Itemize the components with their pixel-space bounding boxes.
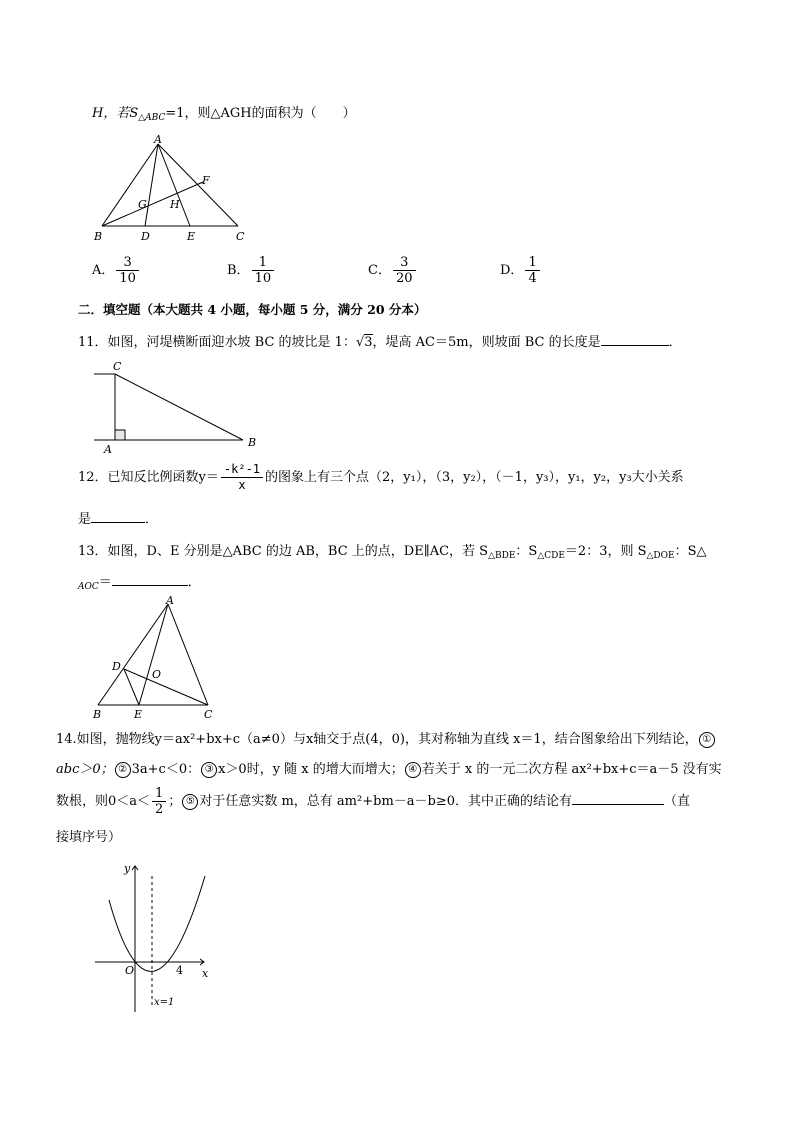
q10-option-c[interactable]: C． $\frac{3}{20}$ [368,255,418,286]
q10-stem: H，若$S_{\triangle ABC}=1$，则△AGH的面积为（ ） [92,106,356,123]
sqrt-sign: √ [355,335,365,350]
answer-blank[interactable] [91,511,145,523]
q13-figure [88,592,228,722]
q14-label-y: y [124,862,131,875]
q10-figure [88,132,258,247]
q13-label-B: B [93,708,102,721]
q10-label-F: F [202,174,210,187]
q13-label-D: D [112,660,121,673]
q14-label-axis: x=1 [154,997,175,1008]
q12-line2: 是 ． [78,512,159,527]
q14-line4: 接填序号） [56,830,122,845]
q14-line1: 14.如图，抛物线y＝ax²+bx+c（a≠0）与x轴交于点(4，0)，其对称轴为直线 x＝1，结合图象给出下列结论， ① [56,728,716,748]
q10-label-C: C [236,230,245,243]
q11-label-A: A [104,443,112,456]
q10-label-B: B [94,230,103,243]
q10-label-A: A [154,133,162,146]
q14-label-4: 4 [176,964,183,977]
q13-label-O: O [152,668,162,681]
q13-label-E: E [134,708,143,721]
q10-label-H: H [170,198,180,211]
q14-figure [92,856,222,1016]
q13-label-C: C [204,708,213,721]
q10-label-D: D [141,230,150,243]
q11-label-B: B [248,436,257,449]
q14-label-O: O [125,964,135,977]
q10-option-a[interactable]: A． $\frac{3}{10}$ [92,255,141,286]
q14-label-x: x [202,967,209,980]
q14-line3: 数根，则0＜a＜ $\frac{1}{2}$ ； ⑤ 对于任意实数 m，总有 am²+bm－a－b≥0．其中正确的结论有 （直 [56,786,691,817]
q11-label-C: C [113,360,122,373]
q14-line2: abc＞0； ② 3a+c＜0： ③ x＞0时，y 随 x 的增大而增大； ④ 若关于 x 的一元二次方程 ax²+bx+c＝a－5 没有实 [56,762,722,777]
q13-stem: 13．如图，D、E 分别是△ABC 的边 AB，BC 上的点，DE∥AC，若 $S_{\triangle BDE}$：$S_{\triangle CDE}=2$：3，则 $S_{\triangle DOE}$：S△ [78,544,707,561]
section-title: 二．填空题（本大题共 4 小题，每小题 5 分，满分 20 分本） [78,302,427,317]
q10-option-d[interactable]: D． $\frac{1}{4}$ [500,255,542,286]
fraction: $\frac{1}{2}$ [152,786,166,817]
answer-blank[interactable] [572,793,664,805]
fraction: $\frac{1}{10}$ [252,255,275,286]
q13-line2: $_{AOC}$＝ ． [78,575,201,592]
q10-label-G: G [138,198,147,211]
fraction: $\frac{3}{20}$ [393,255,416,286]
q11-figure [88,356,268,456]
fraction: $\frac{1}{4}$ [525,255,539,286]
answer-blank[interactable] [601,334,669,346]
q11-stem: 11．如图，河堤横断面迎水坡 BC 的坡比是 1：√3，堤高 AC＝5m，则坡面 BC 的长度是 ． [78,335,682,350]
fraction: $\frac{\text{-k²-1}}{x}$ [221,462,263,493]
q13-label-A: A [166,594,174,607]
q12-stem: 12．已知反比例函数y＝ $\frac{\text{-k²-1}}{x}$ 的图象上有三个点（2，y₁），（3，y₂），（－1，y₃），y₁，y₂，y₃大小关系 [78,462,684,492]
q10-label-E: E [187,230,196,243]
answer-blank[interactable] [112,574,188,586]
fraction: $\frac{3}{10}$ [116,255,139,286]
q10-option-b[interactable]: B． $\frac{1}{10}$ [227,255,276,286]
